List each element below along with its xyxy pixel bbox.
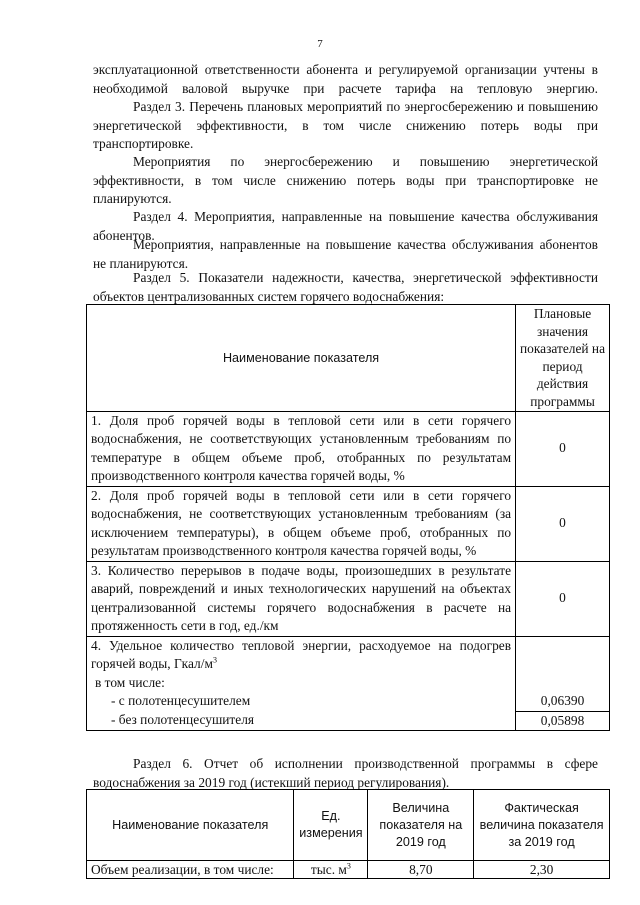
row-3-value: 0 (516, 561, 610, 636)
column-header-planned: Величина показателя на 2019 год (368, 790, 474, 861)
column-header-planned-values: Плановые значения показателей на период действия программы (516, 305, 610, 412)
table-row (87, 861, 610, 879)
sales-volume-planned: 8,70 (368, 861, 474, 879)
production-program-report-table (86, 789, 610, 879)
row-2-name: 2. Доля проб горячей воды в тепловой сети или в сети горячего водоснабжения, не соответствующих установленным требованиям (за исключением температуры), в общем объеме проб, отобранных по результатам производственного контроля качества горячей воды, % (87, 486, 516, 561)
column-header-unit: Ед. измерения (294, 790, 368, 861)
page-number: 7 (317, 38, 323, 50)
table-row (87, 636, 610, 731)
table-row (87, 486, 610, 561)
sales-volume-unit: тыс. $м^3$ (294, 861, 368, 879)
row-1-name: 1. Доля проб горячей воды в тепловой сети или в сети горячего водоснабжения, не соответствующих установленным требованиям по температуре в общем объеме проб, отобранных по результатам производственного контроля качества горячей воды, % (87, 411, 516, 486)
section-4-heading: Раздел 4. Мероприятия, направленные на повышение качества обслуживания абонентов. (93, 209, 598, 243)
row-4-including: в том числе: (95, 674, 165, 690)
sales-volume-name: Объем реализации, в том числе: (87, 861, 294, 879)
row-4-sub-name-with-towel-dryer: - с полотенцесушителем (111, 693, 251, 709)
section-4-text: Мероприятия, направленные на повышение качества обслуживания абонентов не планируются. (93, 237, 598, 271)
reliability-indicators-table (86, 304, 610, 731)
row-4-value-with-towel-dryer: 0,06390 (540, 693, 585, 709)
row-4-value-cell (516, 636, 610, 731)
row-4-value-without-towel-dryer: 0,05898 (516, 711, 609, 731)
table-header-row (87, 305, 610, 412)
section-3-heading: Раздел 3. Перечень плановых мероприятий по энергосбережению и повышению энергетической эффективности, в том числе снижению потерь воды при транспортировке. (93, 99, 598, 151)
section-3-text: Мероприятия по энергосбережению и повышению энергетической эффективности, в том числе снижению потерь воды при транспортировке не планируются. (93, 154, 598, 206)
table-header-row (87, 790, 610, 861)
table-row (87, 411, 610, 486)
row-4-name-cell (87, 636, 516, 731)
sales-volume-actual: 2,30 (474, 861, 610, 879)
superscript: 3 (346, 861, 351, 871)
superscript: 3 (212, 655, 217, 665)
row-2-value: 0 (516, 486, 610, 561)
row-1-value: 0 (516, 411, 610, 486)
column-header-name: Наименование показателя (87, 305, 516, 412)
paragraph-responsibility: эксплуатационной ответственности абонента и регулируемой организации учтены в необходимой валовой выручке при расчете тарифа на тепловую энергию. (93, 62, 598, 96)
section-6-heading: Раздел 6. Отчет об исполнении производственной программы в сфере водоснабжения за 2019 год (истекший период регулирования). (93, 756, 598, 790)
section-5-heading: Раздел 5. Показатели надежности, качества, энергетической эффективности объектов централизованных систем горячего водоснабжения: (93, 270, 598, 304)
row-4-name: 4. Удельное количество тепловой энергии, расходуемое на подогрев горячей воды, Гкал/$м^3$ (91, 637, 512, 672)
row-4-sub-name-without-towel-dryer: - без полотенцесушителя (111, 711, 255, 727)
column-header-actual: Фактическая величина показателя за 2019 год (474, 790, 610, 861)
row-3-name: 3. Количество перерывов в подаче воды, произошедших в результате аварий, повреждений и иных технологических нарушений на объектах централизованной системы горячего водоснабжения в расчете на протяженность сети в год, ед./км (87, 561, 516, 636)
column-header-name: Наименование показателя (87, 790, 294, 861)
table-row (87, 561, 610, 636)
